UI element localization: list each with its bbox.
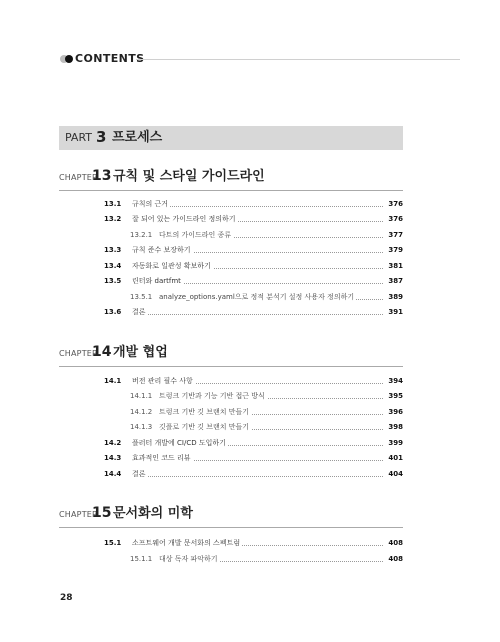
toc-subentry[interactable]	[104, 291, 403, 304]
section-title: 깃플로 기반 깃 브랜치 만들기	[159, 421, 251, 434]
chapter-heading	[59, 504, 403, 528]
page-number: 376	[386, 213, 403, 226]
section-number: 14.3	[104, 454, 122, 462]
toc-entry[interactable]	[104, 306, 403, 319]
section-title: analyze_options.yaml으로 정적 분석기 설정 사용자 정의하기	[159, 291, 356, 304]
chapter-label: CHAPTER	[59, 510, 98, 519]
toc-subentry[interactable]	[104, 390, 403, 403]
section-number: 13.2	[104, 215, 122, 223]
toc-entry[interactable]	[104, 275, 403, 288]
page-number: 387	[386, 275, 403, 288]
section-number: 15.1.1	[130, 555, 153, 563]
chapter-title: 문서화의 미학	[113, 506, 193, 521]
contents-title: CONTENTS	[75, 52, 145, 65]
section-number: 14.1.2	[130, 408, 153, 416]
page-number: 399	[386, 437, 403, 450]
section-title: 버전 관리 필수 사항	[132, 375, 195, 388]
toc-subentry[interactable]	[104, 421, 403, 434]
page-number: 376	[386, 198, 403, 211]
chapter-number: 14	[92, 344, 112, 360]
page-number: 404	[386, 468, 403, 481]
page-number: 408	[386, 553, 403, 566]
section-number: 14.4	[104, 470, 122, 478]
page-number: 391	[386, 306, 403, 319]
contents-bullet-icon	[60, 55, 74, 63]
section-number: 13.5.1	[130, 293, 153, 301]
part-heading	[59, 126, 403, 150]
section-title: 규칙의 근거	[132, 198, 170, 211]
section-title: 규칙 준수 보장하기	[132, 244, 193, 257]
page-number: 398	[386, 421, 403, 434]
toc-subentry[interactable]	[104, 229, 403, 242]
page-number: 379	[386, 244, 403, 257]
section-number: 14.1.3	[130, 423, 153, 431]
toc-entry[interactable]	[104, 452, 403, 465]
toc-subentry[interactable]	[104, 406, 403, 419]
part-number: 3	[96, 128, 107, 146]
section-title: 플러터 개발에 CI/CD 도입하기	[132, 437, 228, 450]
section-number: 13.1	[104, 200, 122, 208]
divider	[59, 527, 403, 528]
divider	[59, 366, 403, 367]
divider	[136, 59, 460, 60]
section-number: 13.5	[104, 277, 122, 285]
part-title: 프로세스	[112, 130, 163, 145]
page-number: 396	[386, 406, 403, 419]
toc-entry[interactable]	[104, 437, 403, 450]
section-number: 13.4	[104, 262, 122, 270]
section-number: 14.2	[104, 439, 122, 447]
section-title: 대상 독자 파악하기	[159, 553, 220, 566]
toc-entry[interactable]	[104, 375, 403, 388]
chapter-label: CHAPTER	[59, 173, 98, 182]
page-number: 377	[386, 229, 403, 242]
section-title: 트렁크 기반과 기능 기반 접근 방식	[159, 390, 267, 403]
chapter-heading	[59, 343, 403, 367]
contents-header	[60, 51, 460, 67]
section-title: 자동화로 일관성 확보하기	[132, 260, 213, 273]
chapter-number: 15	[92, 505, 112, 521]
toc-entry[interactable]	[104, 244, 403, 257]
section-number: 14.1.1	[130, 392, 153, 400]
page-footer-number: 28	[60, 593, 73, 603]
section-number: 14.1	[104, 377, 122, 385]
page-number: 381	[386, 260, 403, 273]
chapter-label: CHAPTER	[59, 349, 98, 358]
section-title: 결론	[132, 468, 148, 481]
page-number: 389	[386, 291, 403, 304]
toc-entry[interactable]	[104, 198, 403, 211]
page-number: 394	[386, 375, 403, 388]
toc-subentry[interactable]	[104, 553, 403, 566]
page-number: 401	[386, 452, 403, 465]
section-number: 15.1	[104, 539, 122, 547]
toc-entry[interactable]	[104, 537, 403, 550]
section-title: 잘 되어 있는 가이드라인 정의하기	[132, 213, 238, 226]
section-title: 다트의 가이드라인 종류	[159, 229, 233, 242]
chapter-number: 13	[92, 168, 112, 184]
part-label: PART	[65, 131, 93, 144]
chapter-title: 개발 협업	[113, 345, 168, 360]
section-title: 트렁크 기반 깃 브랜치 만들기	[159, 406, 251, 419]
toc-entry[interactable]	[104, 260, 403, 273]
page-number: 395	[386, 390, 403, 403]
section-title: 결론	[132, 306, 148, 319]
toc-entry[interactable]	[104, 468, 403, 481]
divider	[59, 190, 403, 191]
chapter-title: 규칙 및 스타일 가이드라인	[113, 169, 265, 184]
section-title: 소프트웨어 개발 문서화의 스펙트럼	[132, 537, 242, 550]
toc-entry[interactable]	[104, 213, 403, 226]
section-title: 린터와 dartfmt	[132, 275, 183, 288]
section-title: 효과적인 코드 리뷰	[132, 452, 193, 465]
page-number: 408	[386, 537, 403, 550]
section-number: 13.3	[104, 246, 122, 254]
chapter-heading	[59, 167, 403, 191]
section-number: 13.2.1	[130, 231, 153, 239]
section-number: 13.6	[104, 308, 122, 316]
